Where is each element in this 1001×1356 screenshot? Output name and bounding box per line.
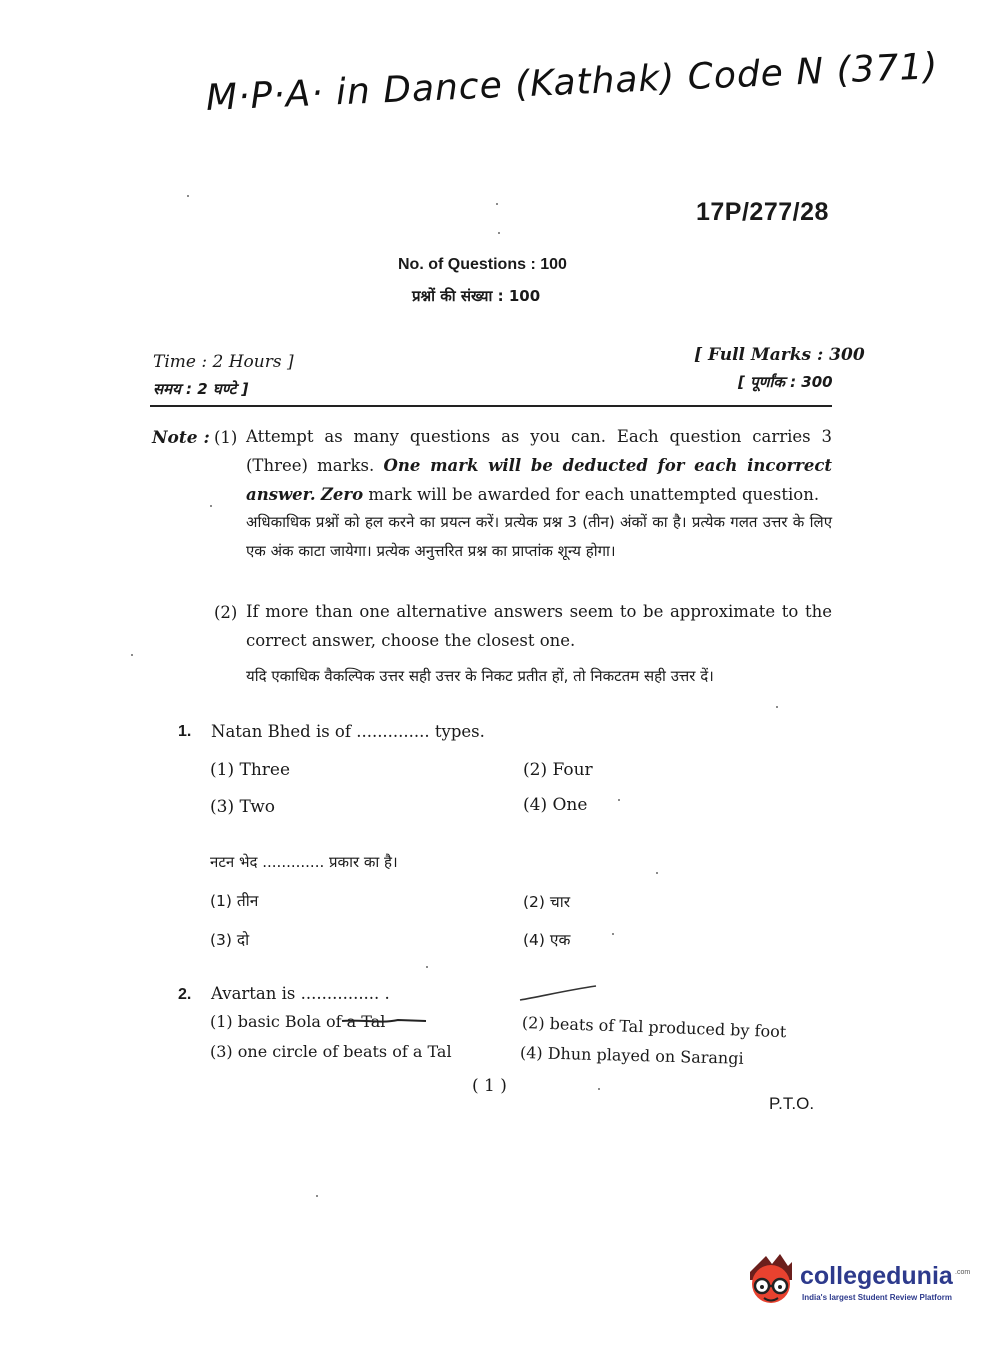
num-questions-hi: प्रश्नों की संख्या : 100: [412, 287, 541, 305]
note-1-deduction: One mark will be deducted for each incorrect answer.: [246, 456, 833, 504]
q2-option-4-en: (4) Dhun played on Sarangi: [519, 1043, 744, 1068]
question-1-number: 1.: [178, 723, 192, 740]
scan-speck: [187, 195, 189, 197]
scan-speck: [131, 654, 133, 656]
note-1-text-hi: अधिकाधिक प्रश्नों को हल करने का प्रयत्न करें। प्रत्येक प्रश्न 3 (तीन) अंकों का है। प्रत्येक गलत उत्तर के लिए एक अंक काटा जायेगा। प्रत्येक अनुत्तरित प्रश्न का प्राप्तांक शून्य होगा।: [246, 513, 832, 560]
question-2-number: 2.: [178, 986, 192, 1003]
q1-option-3-en: (3) Two: [210, 797, 276, 817]
pen-strike: [340, 1010, 430, 1030]
note-2-text-hi: यदि एकाधिक वैकल्पिक उत्तर सही उत्तर के निकट प्रतीत हों, तो निकटतम सही उत्तर दें।: [246, 667, 714, 685]
q1-option-4-hi: (4) एक: [523, 931, 571, 949]
scan-speck: [498, 232, 500, 234]
full-marks-en: [ Full Marks : 300: [694, 345, 865, 365]
note-label: Note :: [152, 428, 210, 448]
scan-speck: [776, 706, 778, 708]
note-1-text-a: Attempt as many questions as you can. Each question carries 3 (Three) marks.: [246, 427, 832, 475]
q1-option-2-en: (2) Four: [523, 760, 593, 780]
q1-option-1-hi: (1) तीन: [210, 892, 259, 910]
scan-speck: [210, 505, 212, 507]
num-questions-en: No. of Questions : 100: [398, 256, 567, 273]
brand-tagline: India's largest Student Review Platform: [802, 1293, 952, 1302]
header-divider: [150, 405, 832, 407]
mascot-icon: [742, 1250, 800, 1312]
question-1-text-hi: नटन भेद ............. प्रकार का है।: [210, 853, 398, 871]
handwritten-title: M·P·A· in Dance (Kathak) Code N (371): [205, 46, 940, 119]
pen-mark: [518, 982, 618, 1004]
full-marks-hi: [ पूर्णांक : 300: [738, 373, 833, 391]
note-1-text-en: [246, 422, 832, 509]
scan-speck: [598, 1088, 600, 1090]
note-2-number: (2): [214, 603, 238, 622]
time-en: Time : 2 Hours ]: [153, 352, 294, 372]
scan-speck: [618, 799, 620, 801]
q2-option-1-en: (1) basic Bola of a Tal: [210, 1012, 386, 1031]
q1-option-3-hi: (3) दो: [210, 931, 250, 949]
scan-speck: [656, 872, 658, 874]
brand-domain: .com: [955, 1269, 971, 1276]
note-1-number: (1): [214, 428, 238, 447]
note-1-text-b: mark will be awarded for each unattempted question.: [368, 485, 820, 504]
note-2-text-en: If more than one alternative answers seem to be approximate to the correct answer, choose the closest one.: [246, 602, 832, 650]
q2-option-2-en: (2) beats of Tal produced by foot: [521, 1013, 787, 1042]
question-1-text-en: Natan Bhed is of .............. types.: [211, 722, 485, 741]
brand-name: collegedunia: [800, 1262, 953, 1290]
q1-option-2-hi: (2) चार: [523, 893, 571, 911]
scan-speck: [496, 203, 498, 205]
scan-speck: [316, 1195, 318, 1197]
pto: P.T.O.: [769, 1094, 815, 1113]
time-hi: समय : 2 घण्टे ]: [153, 380, 249, 398]
page-number: ( 1 ): [472, 1076, 507, 1096]
scan-speck: [612, 933, 614, 935]
q1-option-1-en: (1) Three: [210, 760, 291, 780]
scan-speck: [426, 966, 428, 968]
question-2-text-en: Avartan is ............... .: [211, 984, 390, 1003]
collegedunia-watermark: [742, 1250, 971, 1320]
note-1-zero: Zero: [320, 485, 364, 504]
paper-code: 17P/277/28: [696, 198, 829, 226]
q1-option-4-en: (4) One: [523, 795, 588, 815]
q2-option-3-en: (3) one circle of beats of a Tal: [210, 1042, 452, 1061]
